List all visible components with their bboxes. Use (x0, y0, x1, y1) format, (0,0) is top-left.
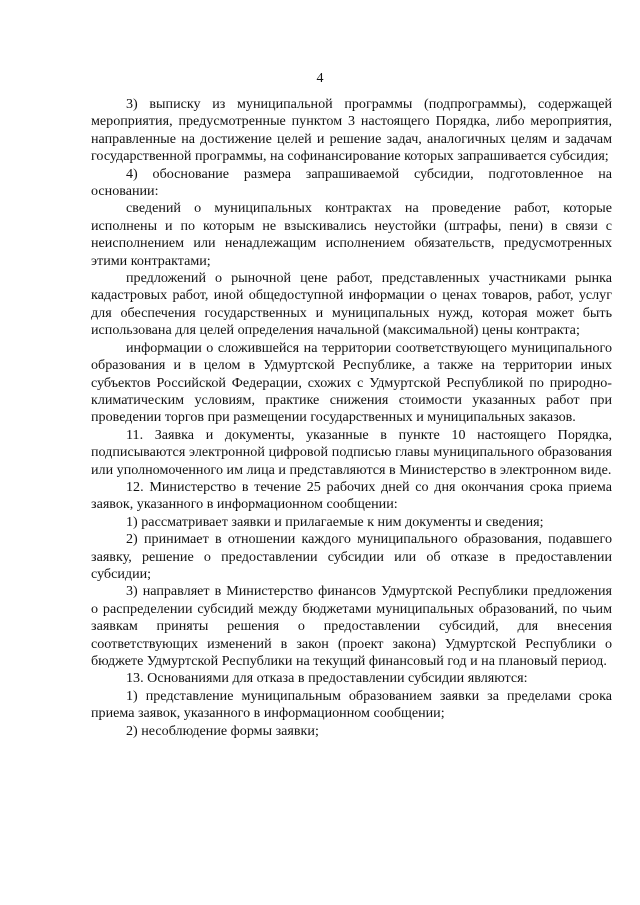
document-body (91, 96, 612, 740)
paragraph-clause-13-item-1: 1) представление муниципальным образованием заявки за пределами срока приема заявок, указанного в информационном сообщении; (91, 687, 612, 722)
paragraph-clause-12-item-2: 2) принимает в отношении каждого муниципального образования, подавшего заявку, решение о предоставлении субсидии или об отказе в предоставлении субсидии; (91, 531, 612, 582)
paragraph-clause-13-item-2: 2) несоблюдение формы заявки; (126, 722, 319, 739)
paragraph-clause-12: 12. Министерство в течение 25 рабочих дней со дня окончания срока приема заявок, указанного в информационном сообщении: (91, 478, 612, 513)
paragraph-market-price: предложений о рыночной цене работ, представленных участниками рынка кадастровых работ, иной общедоступной информации о ценах товаров, работ, услуг для обеспечения государственных и муниципальных нужд, которая может быть использована для целей определения начальной (максимальной) цены контракта; (91, 270, 612, 339)
paragraph-regional-info: информации о сложившейся на территории соответствующего муниципального образования и в целом в Удмуртской Республике, а также на территории иных субъектов Российской Федерации, схожих с Удмуртской Республикой по природно-климатическим условиям, практике снижения стоимости указанных работ при проведении торгов при размещении государственных и муниципальных заказов. (91, 339, 612, 426)
page-number: 4 (316, 71, 324, 86)
paragraph-clause-12-item-3: 3) направляет в Министерство финансов Удмуртской Республики предложения о распределении субсидий между бюджетами муниципальных образований, по чьим заявкам приняты решения о предоставлении субсидий, для внесения соответствующих изменений в закон (проект закона) Удмуртской Республики о бюджете Удмуртской Республики на текущий финансовый год и на плановый период. (91, 583, 612, 669)
paragraph-contracts-info: сведений о муниципальных контрактах на проведение работ, которые исполнены и по которым не взыскивались неустойки (штрафы, пени) в связи с неисполнением или ненадлежащим исполнением обязательств, предусмотренных этими контрактами; (91, 200, 612, 269)
paragraph-clause-11: 11. Заявка и документы, указанные в пункте 10 настоящего Порядка, подписываются электронной цифровой подписью главы муниципального образования или уполномоченного им лица и представляются в Министерство в электронном виде. (91, 426, 612, 478)
paragraph-item-4-justification: 4) обоснование размера запрашиваемой субсидии, подготовленное на основании: (91, 165, 612, 200)
paragraph-item-3-extract: 3) выписку из муниципальной программы (подпрограммы), содержащей мероприятия, предусмотренные пунктом 3 настоящего Порядка, либо мероприятия, направленные на достижение целей и решение задач, аналогичных целям и задачам государственной программы, на софинансирование которых запрашивается субсидия; (91, 96, 612, 165)
paragraph-clause-13: 13. Основаниями для отказа в предоставлении субсидии являются: (126, 670, 528, 687)
paragraph-clause-12-item-1: 1) рассматривает заявки и прилагаемые к ним документы и сведения; (126, 513, 544, 530)
